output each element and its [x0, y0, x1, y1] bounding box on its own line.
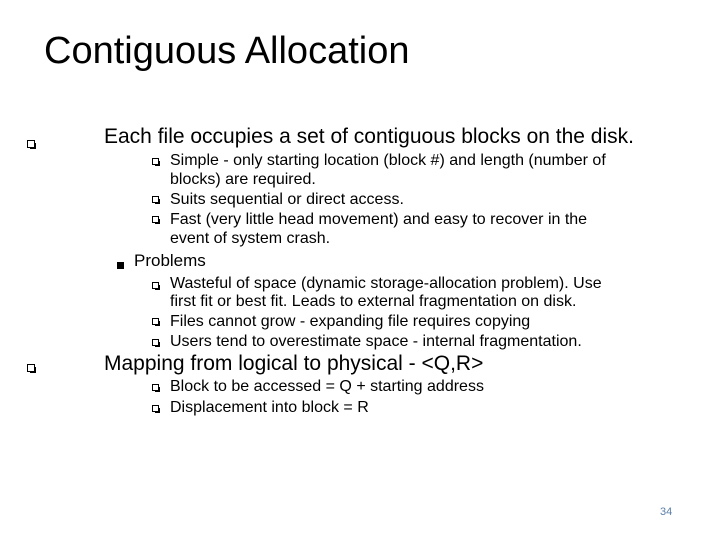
bullet-icon [152, 158, 159, 165]
sub-bullet-text: first fit or best fit. Leads to external fragmentation on disk. [170, 293, 577, 310]
bullet-icon [152, 405, 159, 412]
sub-bullet-text: event of system crash. [170, 230, 331, 247]
sub-bullet-text: blocks) are required. [170, 171, 316, 188]
page-number: 34 [660, 506, 673, 518]
sub-bullet-text: Simple - only starting location (block #) and length (number of [170, 152, 606, 169]
subsection-title: Problems [134, 251, 206, 270]
sub-bullet-text: Files cannot grow - expanding file requires copying [170, 313, 531, 330]
sub-bullet-text: Suits sequential or direct access. [170, 191, 404, 208]
bullet-icon [152, 384, 159, 391]
sub-bullet-text: Wasteful of space (dynamic storage-allocation problem). Use [170, 275, 602, 292]
bullet-icon [27, 140, 35, 148]
bullet-icon [27, 364, 35, 372]
bullet-text: Mapping from logical to physical - <Q,R> [104, 352, 484, 375]
sub-bullet-text: Displacement into block = R [170, 399, 369, 416]
bullet-icon [152, 282, 159, 289]
bullet-icon [117, 262, 124, 269]
sub-bullet-text: Users tend to overestimate space - internal fragmentation. [170, 333, 582, 350]
bullet-text: Each file occupies a set of contiguous blocks on the disk. [104, 125, 634, 148]
sub-bullet-text: Fast (very little head movement) and easy to recover in the [170, 211, 588, 228]
bullet-icon [152, 339, 159, 346]
bullet-icon [152, 196, 159, 203]
bullet-icon [152, 216, 159, 223]
bullet-icon [152, 318, 159, 325]
sub-bullet-text: Block to be accessed = Q + starting address [170, 378, 484, 395]
slide-title: Contiguous Allocation [44, 30, 410, 72]
